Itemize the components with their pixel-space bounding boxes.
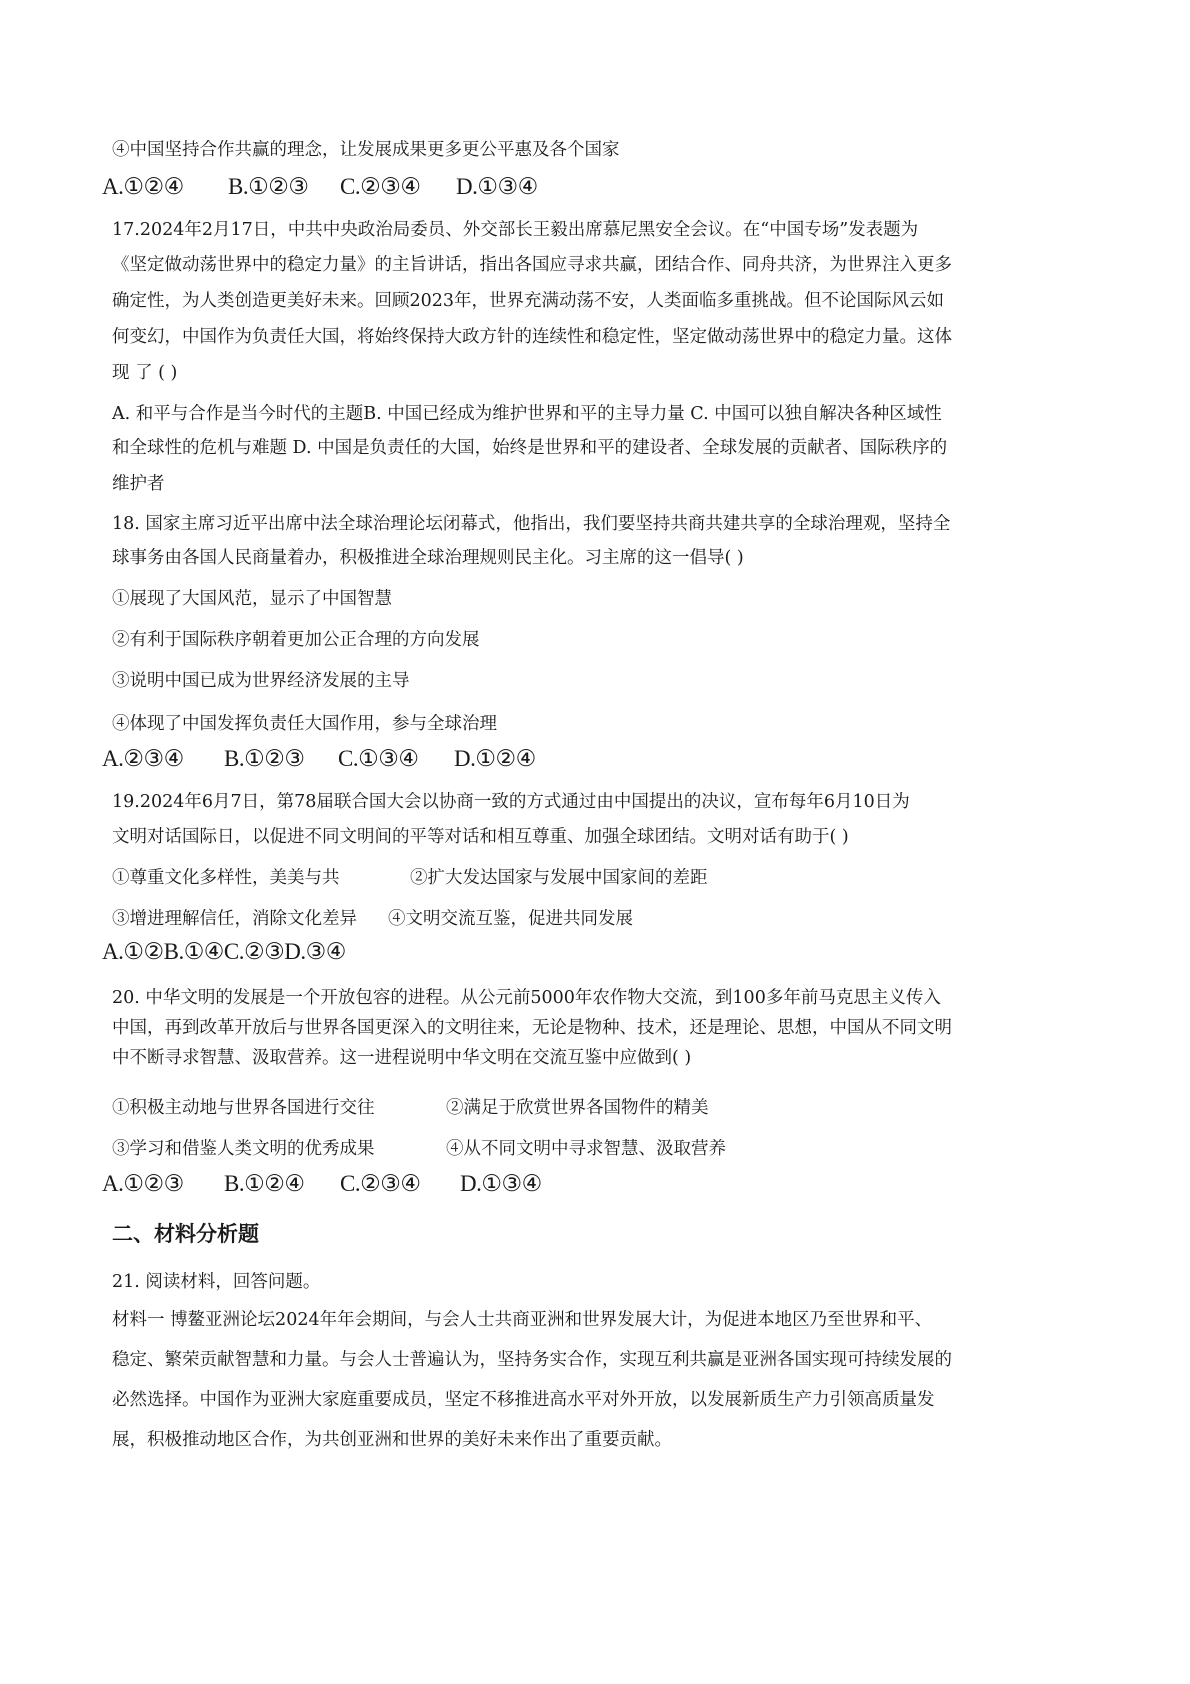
section-heading: 二、材料分析题 bbox=[112, 1222, 259, 1246]
q18-stem-line: 球事务由各国人民商量着办，积极推进全球治理规则民主化。习主席的这一倡导( ) bbox=[112, 548, 744, 568]
q19-stem-line: 文明对话国际日，以促进不同文明间的平等对话和相互尊重、加强全球团结。文明对话有助于( ) bbox=[112, 827, 849, 847]
q20-stem-line: 中不断寻求智慧、汲取营养。这一进程说明中华文明在交流互鉴中应做到( ) bbox=[112, 1048, 692, 1068]
q21-material-line: 材料一 博鳌亚洲论坛2024年年会期间，与会人士共商亚洲和世界发展大计，为促进本地区乃至世界和平、 bbox=[112, 1310, 933, 1330]
q19-answer-choices: A.①②B.①④C.②③D.③④ bbox=[102, 939, 346, 964]
q19-item: ①尊重文化多样性，美美与共 bbox=[112, 868, 340, 888]
q18-item: ③说明中国已成为世界经济发展的主导 bbox=[112, 671, 410, 691]
q17-stem-line: 确定性，为人类创造更美好未来。回顾2023年，世界充满动荡不安，人类面临多重挑战。但不论国际风云如 bbox=[112, 291, 945, 311]
q17-option-line: A. 和平与合作是当今时代的主题B. 中国已经成为维护世界和平的主导力量 C. 中国可以独自解决各种区域性 bbox=[112, 404, 942, 424]
q21-intro: 21. 阅读材料，回答问题。 bbox=[112, 1272, 321, 1292]
q18-item: ①展现了大国风范，显示了中国智慧 bbox=[112, 589, 392, 609]
q20-choice-a: A.①②③ bbox=[102, 1171, 184, 1196]
q17-option-line: 和全球性的危机与难题 D. 中国是负责任的大国，始终是世界和平的建设者、全球发展的贡献者、国际秩序的 bbox=[112, 438, 948, 458]
q21-material-line: 必然选择。中国作为亚洲大家庭重要成员，坚定不移推进高水平对外开放，以发展新质生产力引领高质量发 bbox=[112, 1390, 935, 1410]
q18-item: ④体现了中国发挥负责任大国作用，参与全球治理 bbox=[112, 714, 497, 734]
q21-material-line: 稳定、繁荣贡献智慧和力量。与会人士普遍认为，坚持务实合作，实现互利共赢是亚洲各国实现可持续发展的 bbox=[112, 1350, 952, 1370]
q16-choice-b: B.①②③ bbox=[228, 174, 309, 199]
q18-choice-a: A.②③④ bbox=[102, 746, 184, 771]
q20-choice-c: C.②③④ bbox=[340, 1171, 421, 1196]
q18-choice-c: C.①③④ bbox=[338, 746, 419, 771]
q21-material-line: 展，积极推动地区合作，为共创亚洲和世界的美好未来作出了重要贡献。 bbox=[112, 1430, 672, 1450]
q19-item: ②扩大发达国家与发展中国家间的差距 bbox=[410, 868, 708, 888]
q16-option-4: ④中国坚持合作共赢的理念，让发展成果更多更公平惠及各个国家 bbox=[112, 140, 620, 160]
q17-stem-line: 何变幻，中国作为负责任大国，将始终保持大政方针的连续性和稳定性，坚定做动荡世界中的稳定力量。这体 bbox=[112, 327, 952, 347]
q20-stem-line: 中国，再到改革开放后与世界各国更深入的文明往来，无论是物种、技术，还是理论、思想，中国从不同文明 bbox=[112, 1018, 952, 1038]
q20-stem-line: 20. 中华文明的发展是一个开放包容的进程。从公元前5000年农作物大交流，到100多年前马克思主义传入 bbox=[112, 988, 941, 1008]
q20-choice-d: D.①③④ bbox=[460, 1171, 542, 1196]
q16-choice-d: D.①③④ bbox=[456, 174, 538, 199]
q17-option-line: 维护者 bbox=[112, 474, 165, 494]
q20-item: ①积极主动地与世界各国进行交往 bbox=[112, 1098, 375, 1118]
q19-stem-line: 19.2024年6月7日，第78届联合国大会以协商一致的方式通过由中国提出的决议，宣布每年6月10日为 bbox=[112, 792, 910, 812]
q18-item: ②有利于国际秩序朝着更加公正合理的方向发展 bbox=[112, 630, 480, 650]
q16-choice-a: A.①②④ bbox=[102, 174, 184, 199]
q16-choice-c: C.②③④ bbox=[340, 174, 421, 199]
q18-choice-d: D.①②④ bbox=[454, 746, 536, 771]
q18-choice-b: B.①②③ bbox=[224, 746, 305, 771]
q19-item: ④文明交流互鉴，促进共同发展 bbox=[388, 909, 633, 929]
q19-item: ③增进理解信任，消除文化差异 bbox=[112, 909, 357, 929]
q20-item: ②满足于欣赏世界各国物件的精美 bbox=[446, 1098, 709, 1118]
q17-stem-line: 17.2024年2月17日，中共中央政治局委员、外交部长王毅出席慕尼黑安全会议。在“中国专场”发表题为 bbox=[112, 220, 919, 240]
q20-item: ③学习和借鉴人类文明的优秀成果 bbox=[112, 1139, 375, 1159]
q18-stem-line: 18. 国家主席习近平出席中法全球治理论坛闭幕式，他指出，我们要坚持共商共建共享的全球治理观，坚持全 bbox=[112, 514, 951, 534]
q20-choice-b: B.①②④ bbox=[224, 1171, 305, 1196]
q20-item: ④从不同文明中寻求智慧、汲取营养 bbox=[446, 1139, 726, 1159]
q17-stem-line: 现 了 ( ) bbox=[112, 363, 178, 383]
q17-stem-line: 《坚定做动荡世界中的稳定力量》的主旨讲话，指出各国应寻求共赢，团结合作、同舟共济，为世界注入更多 bbox=[112, 255, 952, 275]
